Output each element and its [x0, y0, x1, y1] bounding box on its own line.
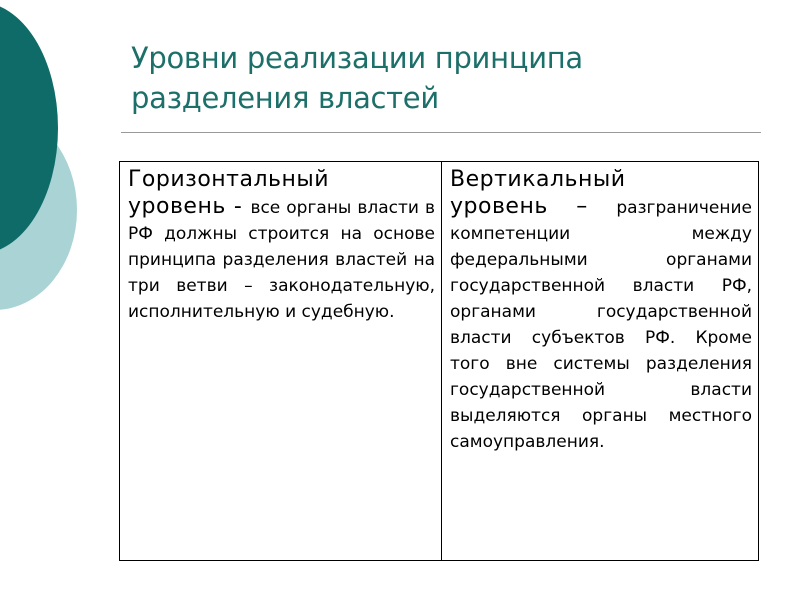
- levels-table: [119, 161, 759, 561]
- vertical-separator: –: [547, 194, 617, 219]
- vertical-description: [450, 194, 752, 455]
- title-divider: [121, 132, 761, 133]
- horizontal-separator: -: [225, 194, 251, 219]
- table-cell-horizontal: [120, 162, 442, 560]
- slide-title: [131, 38, 771, 118]
- horizontal-description: [128, 194, 435, 325]
- horizontal-lead: уровень: [128, 194, 226, 219]
- vertical-lead: уровень: [450, 194, 548, 219]
- vertical-heading: Вертикальный: [450, 167, 626, 192]
- vertical-text: разграничение компетенции между федеральными органами государственной власти РФ, органами государственной власти субъектов РФ. Кроме того вне системы разделения государственной власти выделяются органы местного самоуправления.: [450, 198, 752, 452]
- horizontal-heading: Горизонтальный: [128, 167, 330, 192]
- slide-title-line-2: разделения властей: [131, 81, 439, 115]
- horizontal-text: все органы власти в РФ должны строится на основе принципа разделения властей на три ветви – законодательную, исполнительную и судебную.: [128, 198, 435, 322]
- slide-title-line-1: Уровни реализации принципа: [131, 41, 583, 75]
- table-cell-vertical: [442, 162, 758, 560]
